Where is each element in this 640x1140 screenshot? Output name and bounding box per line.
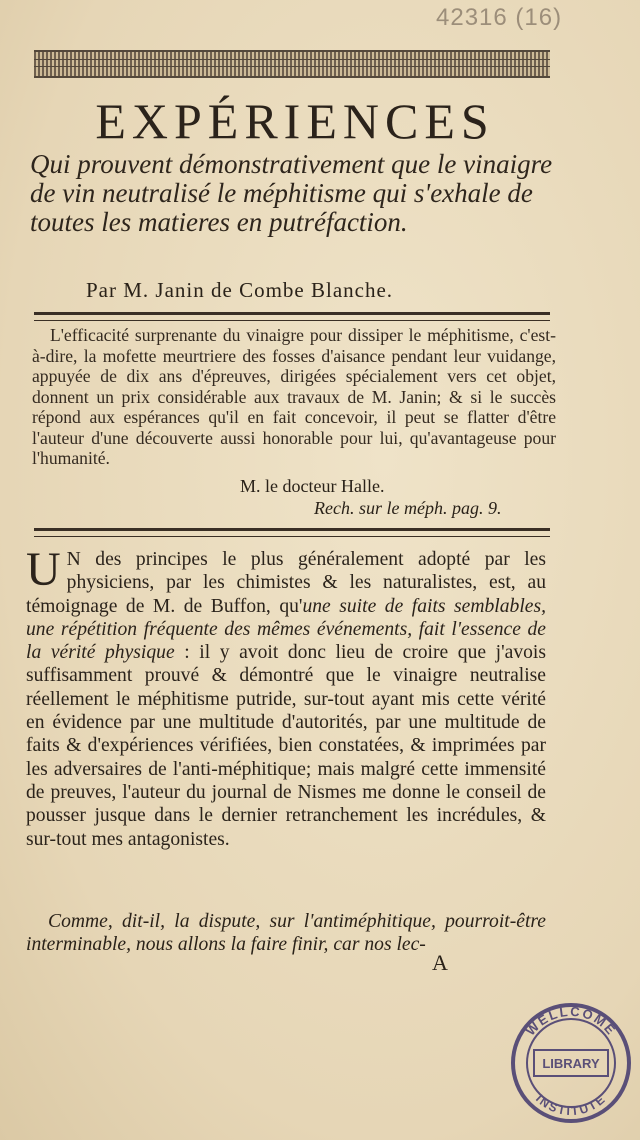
epigraph: L'efficacité surprenante du vinaigre pour dissiper le méphitisme, c'est-à-dire, la mofette meurtriere des fosses d'aisance pendant leur vuidange, appuyée de dix ans d'épreuves, dirigées spécialement vers cet objet, donnent un prix considérable aux travaux de M. Janin; & si le succès répond aux espérances qu'il en fait concevoir, il peut se flatter d'être l'auteur d'une découverte aussi honorable pour lui, qu'avantageuse pour l'humanité. [32, 325, 556, 468]
continuation-paragraph: Comme, dit-il, la dispute, sur l'antiméphitique, pourroit-être interminable, nous allons la faire finir, car nos lec- [26, 911, 546, 956]
epigraph-reference: Rech. sur le méph. pag. 9. [314, 498, 502, 518]
subtitle: Qui prouvent démonstrativement que le vinaigre de vin neutralisé le méphitisme qui s'exhale de toutes les matieres en putréfaction. [30, 149, 553, 237]
shelfmark-annotation: 42316 (16) [436, 4, 563, 31]
ornamental-header-band [34, 50, 550, 78]
epigraph-attribution: M. le docteur Halle. [240, 476, 385, 496]
stamp-top-text: WELLCOME [522, 1003, 620, 1039]
body-text-quote: une suite de faits semblables, une répétition fréquente des mêmes événements, fait l'essence de la vérité physique [26, 595, 547, 664]
signature-mark: A [432, 950, 448, 975]
stamp-center-text: LIBRARY [542, 1056, 600, 1071]
svg-text:WELLCOME [523, 1004, 620, 1039]
page-title: EXPÉRIENCES [95, 93, 495, 149]
body-text-part-1: N des principes le plus généralement adopté par les physiciens, par les chimistes & les naturalistes, est, au témoignage de M. de Buffon, qu' [26, 549, 546, 617]
rule-lower [34, 528, 550, 537]
drop-cap: U [26, 543, 61, 596]
byline: Par M. Janin de Combe Blanche. [86, 278, 394, 302]
rule-upper [34, 312, 550, 321]
body-text [26, 543, 547, 918]
library-stamp-icon [508, 1000, 634, 1126]
stamp-bottom-text: INSTITUTE [533, 1091, 609, 1119]
body-text-part-3: : il y avoit donc lieu de croire que j'avois suffisamment prouvé & démontré que le vinaigre neutralise réellement le méphitisme putride, sur-tout ayant mis cette vérité en évidence par une multitude d'autorités, par une multitude de faits & d'expériences vérifiées, bien constatées, & imprimées par les adversaires de l'anti-méphitique; mais malgré cette immensité de preuves, l'auteur du journal de Nismes me donne le conseil de pousser jusque dans le dernier retranchement les incrédules, & sur-tout mes antagonistes. [26, 642, 546, 850]
